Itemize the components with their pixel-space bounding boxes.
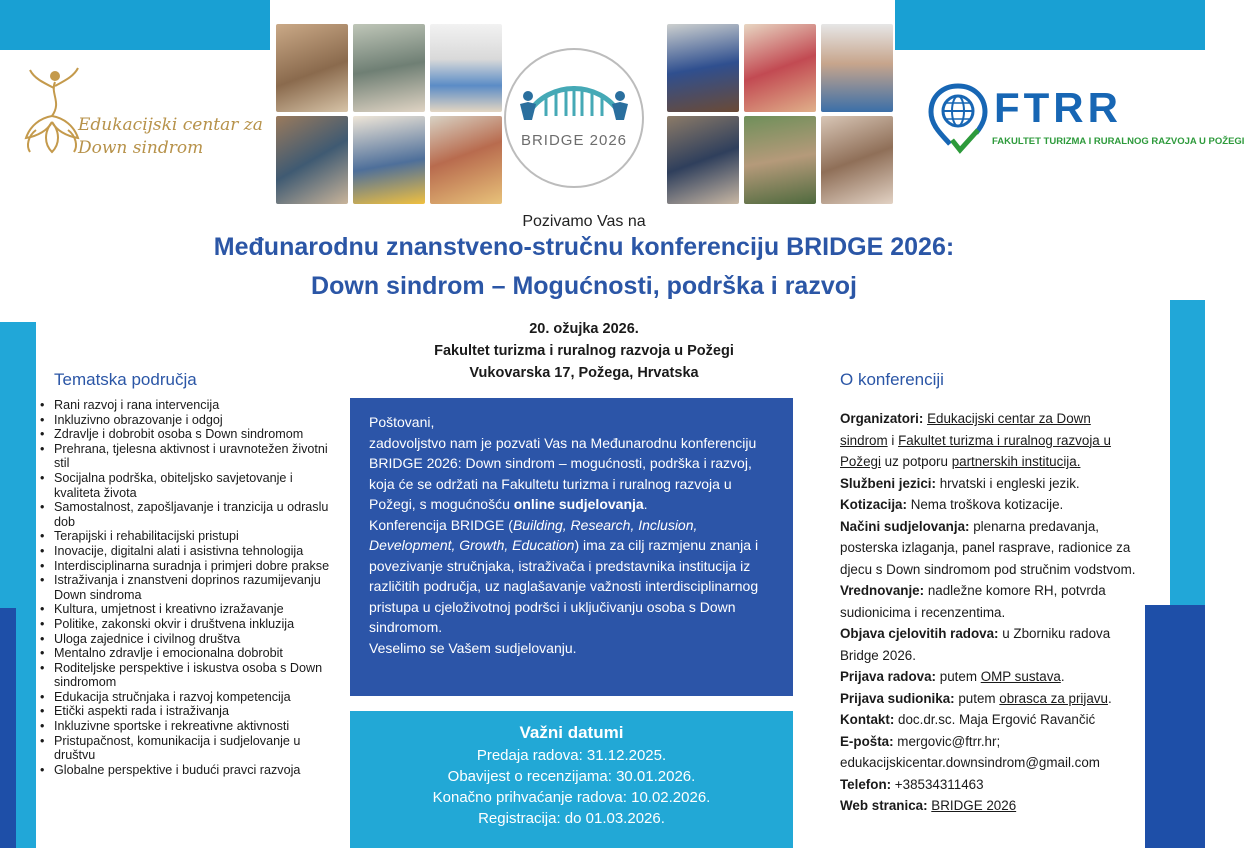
topics-list — [38, 398, 338, 777]
submission-end: . — [1060, 669, 1065, 684]
conference-address: Vukovarska 17, Požega, Hrvatska — [469, 365, 699, 381]
email-label: E-pošta: — [840, 733, 894, 749]
dates-title: Važni datumi — [519, 723, 624, 742]
right-bottom-band — [1145, 605, 1205, 848]
submission-value: putem — [936, 669, 981, 684]
topic-item: • Interdisciplinarna suradnja i primjeri dobre prakse — [38, 559, 338, 574]
topic-item: • Inovacije, digitalni alati i asistivna tehnologija — [38, 544, 338, 559]
fee-label: Kotizacija: — [840, 497, 907, 512]
letter-greeting: Poštovani, — [369, 414, 435, 430]
participation-value: plenarna predavanja, posterska izlaganja, panel rasprave, radionice za djecu s Down sindromom pod stručnim vodstvom. — [840, 518, 1136, 577]
contact-row — [840, 709, 1140, 731]
organizer-link-edu[interactable]: Edukacijski centar za Down sindrom — [840, 411, 1091, 448]
topic-item: • Socijalna podrška, obiteljsko savjetovanje i kvaliteta života — [38, 471, 338, 500]
about-heading: O konferenciji — [840, 370, 944, 389]
organizers-label: Organizatori: — [840, 411, 924, 426]
email-row — [840, 731, 1140, 753]
date-row: Registracija: do 01.03.2026. — [478, 810, 665, 827]
participation-row — [840, 516, 1140, 581]
letter-p2-acronym: Building, Research, Inclusion, Development, Growth, Education — [369, 516, 698, 553]
website-link[interactable]: BRIDGE 2026 — [931, 798, 1017, 813]
registration-row — [840, 688, 1140, 710]
ftrr-wordmark: FTRR — [994, 84, 1122, 131]
topic-item: • Terapijski i rehabilitacijski pristupi — [38, 529, 338, 544]
lotus-figure-icon — [22, 66, 80, 154]
photo-girl-book — [744, 24, 816, 112]
topic-item: • Uloga zajednice i civilnog društva — [38, 632, 338, 647]
photo-boy-basketball — [667, 24, 739, 112]
languages-label: Službeni jezici: — [840, 475, 936, 491]
topic-item: • Prehrana, tjelesna aktivnost i uravnotežen životni stil — [38, 442, 338, 471]
submission-label: Prijava radova: — [840, 669, 937, 684]
photo-man-painting — [276, 116, 348, 204]
conference-venue: Fakultet turizma i ruralnog razvoja u Požegi — [434, 343, 734, 359]
publication-label: Objava cjelovitih radova: — [840, 626, 999, 641]
photo-kids-table — [430, 116, 502, 204]
evaluation-label: Vrednovanje: — [840, 583, 925, 598]
phone-value: +38534311463 — [891, 776, 984, 792]
organizers-sep: i — [887, 432, 899, 448]
conference-date: 20. ožujka 2026. — [529, 321, 639, 337]
photo-girl-garden — [744, 116, 816, 204]
conference-title-line2: Down sindrom – Mogućnosti, podrška i razvoj — [311, 272, 857, 300]
photo-collage — [275, 22, 895, 204]
evaluation-value: nadležne komore RH, potvrda sudionicima i recenzentima. — [840, 583, 1106, 620]
publication-value: u Zborniku radova Bridge 2026. — [840, 626, 1111, 663]
bridge-logo-text: BRIDGE 2026 — [520, 132, 628, 149]
edu-logo-line1: Edukacijski centar za — [78, 115, 263, 135]
fee-value: Nema troškova kotizacije. — [906, 497, 1064, 512]
conference-title-line1: Međunarodnu znanstveno-stručnu konferenciju BRIDGE 2026: — [213, 233, 955, 261]
photo-boy-books — [430, 24, 502, 112]
topic-item: • Samostalnost, zapošljavanje i tranzicija u odraslu dob — [38, 500, 338, 529]
phone-label: Telefon: — [840, 776, 892, 792]
topic-item: • Globalne perspektive i budući pravci razvoja — [38, 763, 338, 778]
registration-label: Prijava sudionika: — [840, 690, 955, 706]
letter-p2-start: Konferencija BRIDGE ( — [369, 516, 513, 533]
left-bottom-band — [0, 608, 16, 848]
date-row: Konačno prihvaćanje radova: 10.02.2026. — [432, 789, 711, 806]
topic-item: • Kultura, umjetnost i kreativno izražavanje — [38, 602, 338, 617]
topics-heading: Tematska područja — [54, 370, 197, 389]
bridge-people-icon — [518, 74, 630, 130]
photo-child-drawing — [276, 24, 348, 112]
fee-row — [840, 494, 1140, 516]
ftrr-subtitle: FAKULTET TURIZMA I RURALNOG RAZVOJA U POŽEGI — [992, 136, 1244, 147]
letter-paragraph-1 — [369, 433, 775, 515]
registration-end: . — [1107, 690, 1112, 706]
globe-pin-icon — [928, 84, 988, 154]
email-value-1: mergovic@ftrr.hr; — [893, 733, 1001, 749]
omp-link[interactable]: OMP sustava — [980, 669, 1061, 684]
contact-label: Kontakt: — [840, 712, 895, 727]
letter-p1-online: online sudjelovanja — [513, 496, 644, 512]
registration-form-link[interactable]: obrasca za prijavu — [999, 690, 1108, 706]
edukacijski-centar-logo — [22, 66, 262, 166]
topic-item: • Etički aspekti rada i istraživanja — [38, 704, 338, 719]
participation-label: Načini sudjelovanja: — [840, 518, 970, 534]
important-dates-box — [350, 711, 793, 848]
letter-p2-end: ) ima za cilj razmjenu znanja i povezivanje stručnjaka, istraživača i predstavnika institucija iz različitih područja, uz naglašavanje važnosti interdisciplinarnog pristupa u cjeloživotnoj podršci i uključivanju osoba s Down sindromom. — [369, 537, 759, 635]
topic-item: • Politike, zakonski okvir i društvena inkluzija — [38, 617, 338, 632]
submission-row — [840, 666, 1140, 688]
topic-item: • Rani razvoj i rana intervencija — [38, 398, 338, 413]
website-row — [840, 795, 1140, 817]
bridge-2026-logo — [504, 48, 644, 188]
partners-link[interactable]: partnerskih institucija. — [951, 454, 1081, 469]
topic-item: • Zdravlje i dobrobit osoba s Down sindromom — [38, 427, 338, 442]
photo-father-son — [821, 116, 893, 204]
date-row: Obavijest o recenzijama: 30.01.2026. — [447, 768, 696, 785]
topic-item: • Istraživanja i znanstveni doprinos razumijevanju Down sindroma — [38, 573, 338, 602]
languages-row — [840, 473, 1140, 495]
topic-item: • Roditeljske perspektive i iskustva osoba s Down sindromom — [38, 661, 338, 690]
letter-p1-text: zadovoljstvo nam je pozvati Vas na Međunarodnu konferenciju BRIDGE 2026: Down sindrom – mogućnosti, podrška i razvoj, koja će se održati na Fakultetu turizma i ruralnog razvoja u Požegi, s mogućnošću — [369, 434, 757, 512]
letter-paragraph-2 — [369, 515, 775, 638]
top-left-band — [0, 0, 270, 50]
letter-closing: Veselimo se Vašem sudjelovanju. — [369, 639, 577, 656]
evaluation-row — [840, 580, 1140, 623]
letter-p1-end: . — [643, 496, 648, 512]
date-row: Predaja radova: 31.12.2025. — [476, 747, 667, 764]
topic-item: • Inkluzivne sportske i rekreativne aktivnosti — [38, 719, 338, 734]
about-details — [840, 408, 1140, 817]
website-label: Web stranica: — [840, 798, 928, 813]
top-right-band — [895, 0, 1205, 50]
topic-item: • Mentalno zdravlje i emocionalna dobrobit — [38, 646, 338, 661]
photo-man-laptop — [667, 116, 739, 204]
organizers-mid: uz potporu — [880, 454, 952, 469]
languages-value: hrvatski i engleski jezik. — [935, 475, 1080, 491]
ftrr-logo — [928, 84, 1244, 156]
photo-boy-glasses — [821, 24, 893, 112]
publication-row — [840, 623, 1140, 666]
organizers-row — [840, 408, 1140, 473]
email-row-2: edukacijskicentar.downsindrom@gmail.com — [840, 755, 1100, 770]
invitation-letter-box — [350, 398, 793, 696]
photo-toddler-toys — [353, 116, 425, 204]
edu-logo-line2: Down sindrom — [78, 138, 204, 158]
registration-value: putem — [954, 690, 1000, 706]
invite-line: Pozivamo Vas na — [522, 213, 646, 230]
photo-mother-daughter — [353, 24, 425, 112]
phone-row — [840, 774, 1140, 796]
contact-value: doc.dr.sc. Maja Ergović Ravančić — [894, 712, 1096, 727]
topic-item: • Edukacija stručnjaka i razvoj kompetencija — [38, 690, 338, 705]
topic-item: • Inkluzivno obrazovanje i odgoj — [38, 413, 338, 428]
organizer-link-ftrr[interactable]: Fakultet turizma i ruralnog razvoja u Požegi — [840, 432, 1111, 469]
topic-item: • Pristupačnost, komunikacija i sudjelovanje u društvu — [38, 734, 338, 763]
